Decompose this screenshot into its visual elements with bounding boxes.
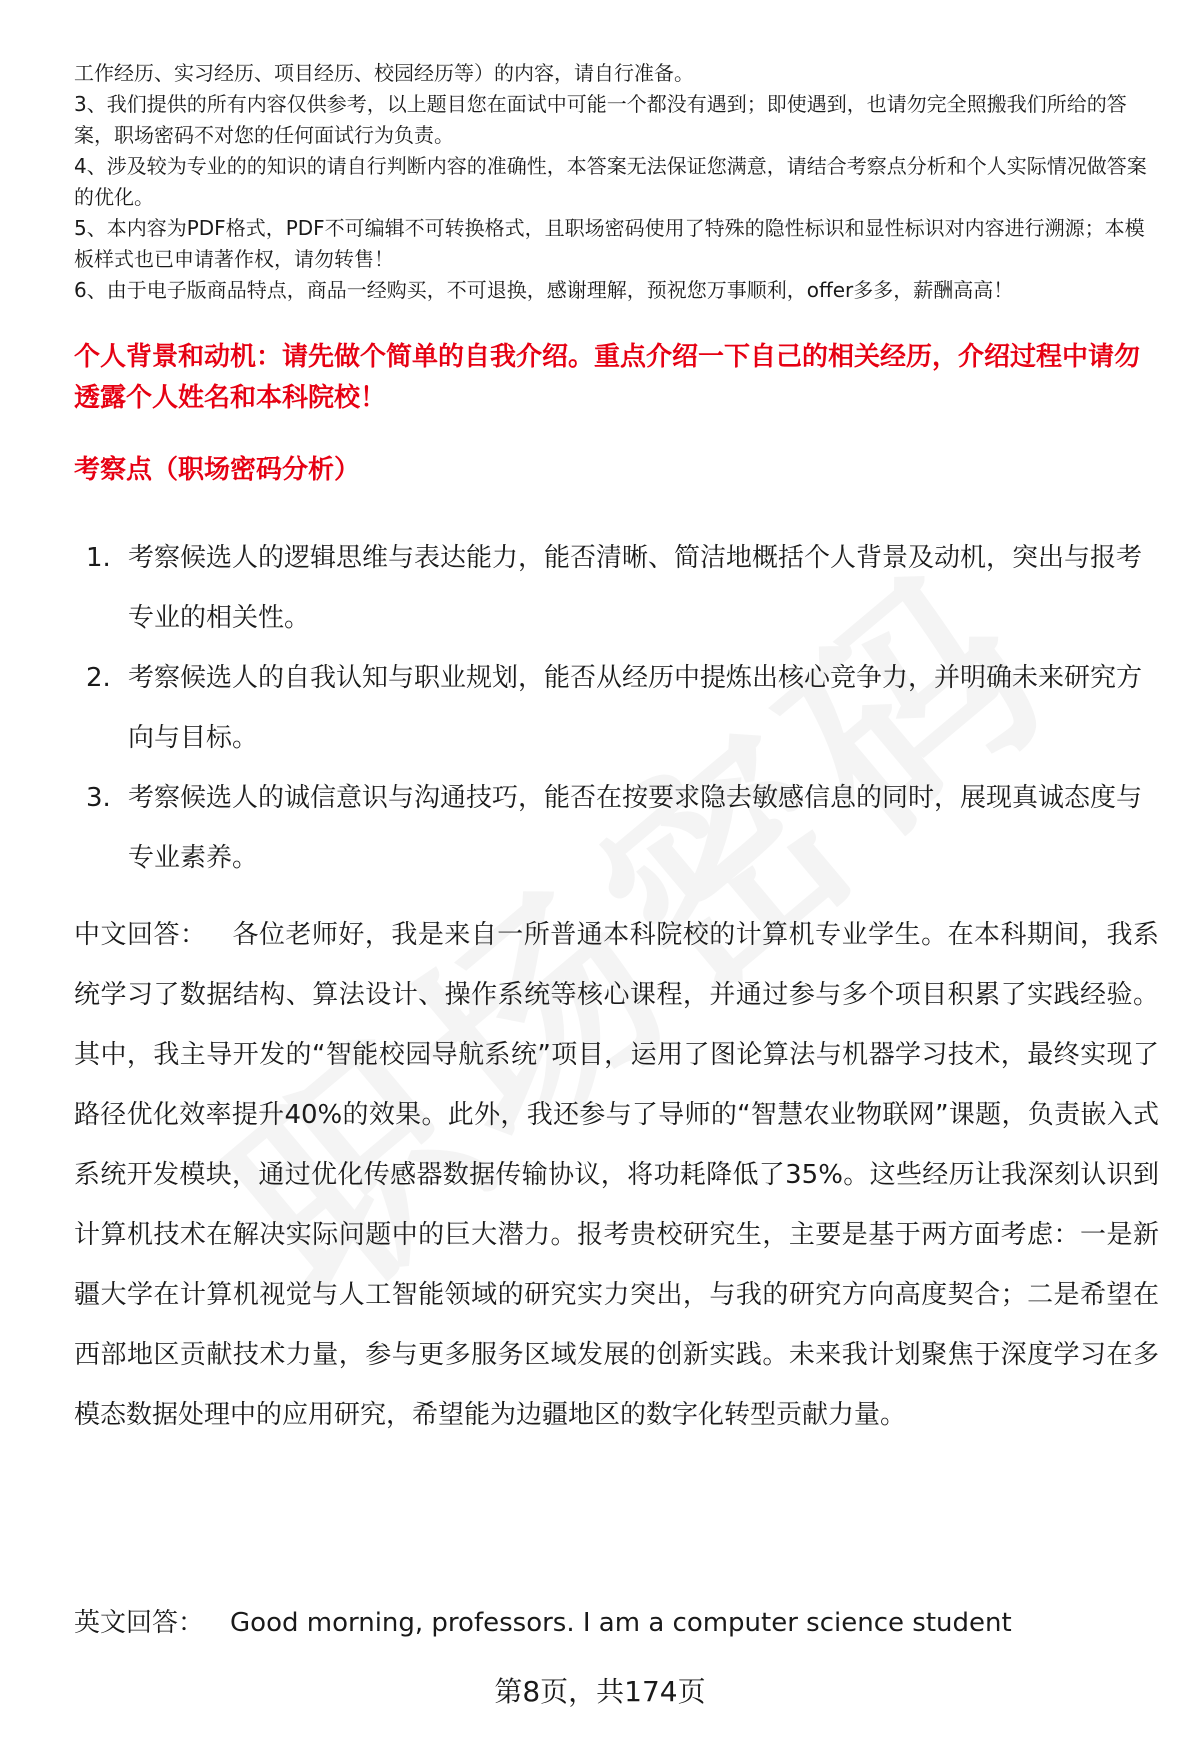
- list-item-number: 1.: [86, 543, 111, 573]
- note-item: 5、本内容为PDF格式，PDF不可编辑不可转换格式，且职场密码使用了特殊的隐性标识和显性标识对内容进行溯源；本模板样式也已申请著作权，请勿转售！: [74, 216, 1145, 271]
- list-item-text: 考察候选人的诚信意识与沟通技巧，能否在按要求隐去敏感信息的同时，展现真诚态度与专业素养。: [128, 783, 1143, 873]
- list-item: [86, 528, 1161, 648]
- page-number: 第8页，共174页: [494, 1675, 706, 1708]
- chinese-answer: [74, 905, 1159, 1445]
- english-answer: [74, 1593, 1159, 1653]
- english-answer-text: Good morning, professors. I am a computer science student: [230, 1608, 1012, 1638]
- list-item-number: 3.: [86, 783, 111, 813]
- note-item: 工作经历、实习经历、项目经历、校园经历等）的内容，请自行准备。: [74, 61, 694, 85]
- notes-section: [74, 58, 1159, 306]
- chinese-answer-label: 中文回答：: [74, 920, 207, 950]
- chinese-answer-text: 各位老师好，我是来自一所普通本科院校的计算机专业学生。在本科期间，我系统学习了数据结构、算法设计、操作系统等核心课程，并通过参与多个项目积累了实践经验。其中，我主导开发的“智能校园导航系统”项目，运用了图论算法与机器学习技术，最终实现了路径优化效率提升40%的效果。此外，我还参与了导师的“智慧农业物联网”课题，负责嵌入式系统开发模块，通过优化传感器数据传输协议，将功耗降低了35%。这些经历让我深刻认识到计算机技术在解决实际问题中的巨大潜力。报考贵校研究生，主要是基于两方面考虑：一是新疆大学在计算机视觉与人工智能领域的研究实力突出，与我的研究方向高度契合；二是希望在西部地区贡献技术力量，参与更多服务区域发展的创新实践。未来我计划聚焦于深度学习在多模态数据处理中的应用研究，希望能为边疆地区的数字化转型贡献力量。: [74, 920, 1159, 1430]
- english-answer-label: 英文回答：: [74, 1608, 205, 1638]
- note-item: 6、由于电子版商品特点，商品一经购买，不可退换，感谢理解，预祝您万事顺利，offer多多，薪酬高高！: [74, 278, 1014, 302]
- list-item: [86, 648, 1161, 768]
- note-item: 4、涉及较为专业的的知识的请自行判断内容的准确性，本答案无法保证您满意，请结合考察点分析和个人实际情况做答案的优化。: [74, 154, 1147, 209]
- list-item-number: 2.: [86, 663, 111, 693]
- list-item-text: 考察候选人的逻辑思维与表达能力，能否清晰、简洁地概括个人背景及动机，突出与报考专业的相关性。: [128, 543, 1143, 633]
- list-item: [86, 768, 1161, 888]
- assessment-points-title: 考察点（职场密码分析）: [74, 455, 361, 485]
- list-item-text: 考察候选人的自我认知与职业规划，能否从经历中提炼出核心竞争力，并明确未来研究方向与目标。: [128, 663, 1143, 753]
- question-heading: 个人背景和动机：请先做个简单的自我介绍。重点介绍一下自己的相关经历，介绍过程中请勿透露个人姓名和本科院校！: [74, 342, 1141, 413]
- assessment-points-list: [86, 528, 1161, 888]
- note-item: 3、我们提供的所有内容仅供参考，以上题目您在面试中可能一个都没有遇到；即使遇到，也请勿完全照搬我们所给的答案，职场密码不对您的任何面试行为负责。: [74, 92, 1127, 147]
